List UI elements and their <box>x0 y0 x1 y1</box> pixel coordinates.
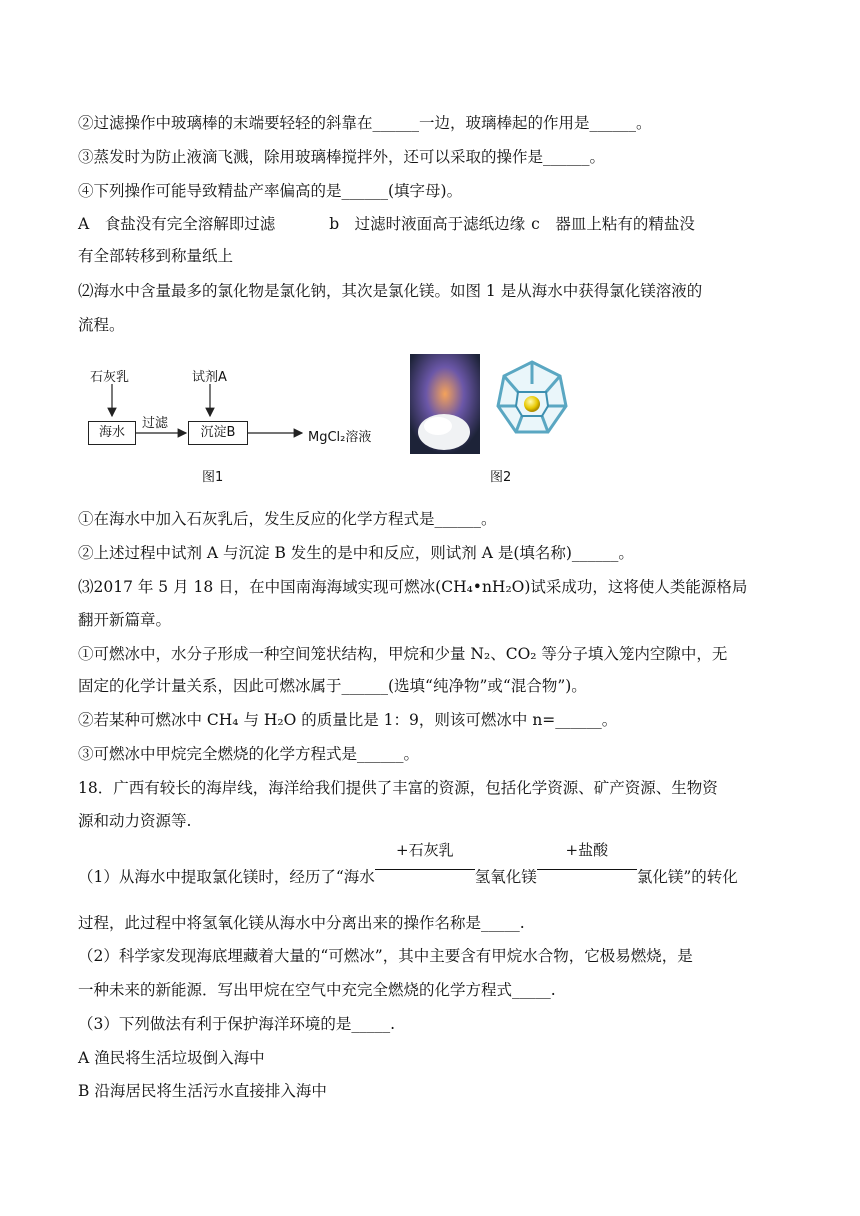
question2-intro-line2: 流程。 <box>78 316 125 334</box>
question3-2: ②若某种可燃冰中 CH₄ 与 H₂O 的质量比是 1：9，则该可燃冰中 n=______。 <box>78 711 618 729</box>
figure2-caption: 图2 <box>490 470 512 485</box>
question18-1-line2: 过程，此过程中将氢氧化镁从海水中分离出来的操作名称是_____. <box>78 914 525 932</box>
reaction-arrow-lime-milk <box>375 841 475 882</box>
question2-1: ①在海水中加入石灰乳后，发生反应的化学方程式是______。 <box>78 510 497 528</box>
options-line <box>78 214 695 234</box>
label-filter: 过滤 <box>142 416 169 431</box>
figure2-images <box>410 354 585 458</box>
question18-2-line1: （2）科学家发现海底埋藏着大量的“可燃冰”，其中主要含有甲烷水合物，它极易燃烧，是 <box>78 947 693 965</box>
question3-3: ③可燃冰中甲烷完全燃烧的化学方程式是______。 <box>78 745 420 763</box>
question3-1-line1: ①可燃冰中，水分子形成一种空间笼状结构，甲烷和少量 N₂、CO₂ 等分子填入笼内空隙中，无 <box>78 645 728 663</box>
question3-1-line2: 固定的化学计量关系，因此可燃冰属于______(选填“纯净物”或“混合物”)。 <box>78 677 587 695</box>
box-seawater: 海水 <box>88 421 136 445</box>
label-lime-milk: 石灰乳 <box>90 370 130 385</box>
question-yield-high: ④下列操作可能导致精盐产率偏高的是______(填字母)。 <box>78 182 463 200</box>
methane-molecule <box>524 396 540 412</box>
question18-intro-line2: 源和动力资源等. <box>78 812 192 830</box>
figure1-caption: 图1 <box>202 470 224 485</box>
option-b: b 过滤时液面高于滤纸边缘 <box>329 215 526 233</box>
question18-intro-line1: 18．广西有较长的海岸线，海洋给我们提供了丰富的资源，包括化学资源、矿产资源、生物资 <box>78 779 718 797</box>
question18-3: （3）下列做法有利于保护海洋环境的是_____. <box>78 1015 396 1033</box>
question18-3-option-b: B 沿海居民将生活污水直接排入海中 <box>78 1082 327 1100</box>
option-c-continued: 有全部转移到称量纸上 <box>78 247 234 265</box>
reaction-arrow-hcl-label: +盐酸 <box>565 841 609 859</box>
question-filter-glass-rod: ②过滤操作中玻璃棒的末端要轻轻的斜靠在______一边，玻璃棒起的作用是______。 <box>78 114 652 132</box>
question18-2-line2: 一种未来的新能源．写出甲烷在空气中充完全燃烧的化学方程式_____. <box>78 981 556 999</box>
question3-intro-line2: 翻开新篇章。 <box>78 611 172 629</box>
q18-1-suffix: 氯化镁”的转化 <box>636 868 738 886</box>
label-reagent-a: 试剂A <box>192 370 227 385</box>
question2-intro-line1: ⑵海水中含量最多的氯化物是氯化钠，其次是氯化镁。如图 1 是从海水中获得氯化镁溶液的 <box>78 282 703 300</box>
option-a: A 食盐没有完全溶解即过滤 <box>78 215 276 233</box>
box-precipitate-b: 沉淀B <box>188 421 248 445</box>
question-evaporation: ③蒸发时为防止液滴飞溅，除用玻璃棒搅拌外，还可以采取的操作是______。 <box>78 148 606 166</box>
reaction-arrow-hcl <box>537 841 637 882</box>
reaction-arrow-lime-milk-label: +石灰乳 <box>396 841 454 859</box>
question18-1-line1 <box>78 841 738 887</box>
option-c: c 器皿上粘有的精盐没 <box>531 215 695 233</box>
question3-intro-line1: ⑶2017 年 5 月 18 日，在中国南海海域实现可燃冰(CH₄•nH₂O)试采成功，这将使人类能源格局 <box>78 578 748 596</box>
label-mgcl2-solution: MgCl₂溶液 <box>308 430 372 445</box>
figure1-flow-diagram <box>80 356 400 486</box>
q18-1-middle: 氢氧化镁 <box>474 868 537 886</box>
figure2 <box>410 354 585 484</box>
question2-2: ②上述过程中试剂 A 与沉淀 B 发生的是中和反应，则试剂 A 是(填名称)______。 <box>78 544 634 562</box>
question18-3-option-a: A 渔民将生活垃圾倒入海中 <box>78 1049 265 1067</box>
q18-1-prefix: （1）从海水中提取氯化镁时，经历了“海水 <box>78 868 375 886</box>
